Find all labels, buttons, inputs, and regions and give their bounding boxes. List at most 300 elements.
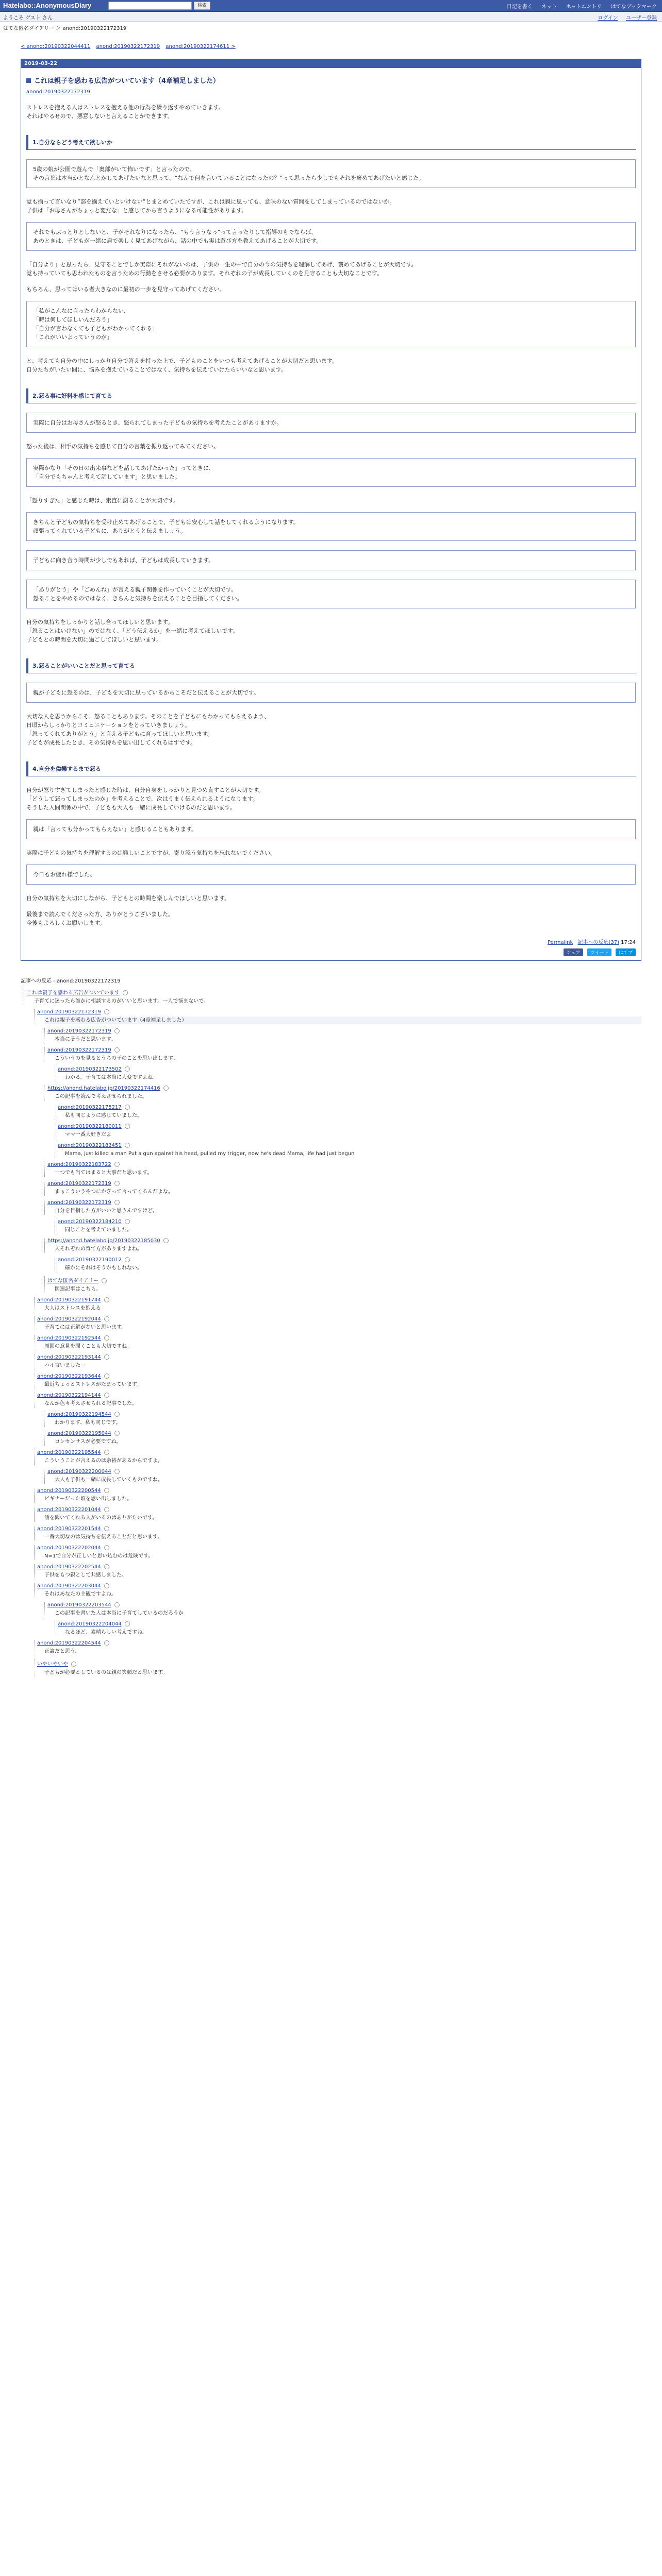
comment-id-link[interactable]: anond:20190322200544 [37, 1488, 101, 1494]
comment-item [47, 1086, 641, 1100]
quote-box [26, 683, 636, 703]
comment-id-link[interactable]: anond:20190322202544 [37, 1564, 101, 1570]
bookmark-icon[interactable] [114, 1181, 120, 1186]
comment-meta [37, 1583, 641, 1589]
comment-item [58, 1143, 641, 1158]
comment-id-link[interactable]: anond:20190322203044 [37, 1583, 101, 1589]
tree-line [34, 1450, 35, 1465]
comment-text: これは親子を惑わる広告がついています（4章補足しました） [44, 1016, 641, 1024]
comment-item [47, 1162, 641, 1177]
body-paragraph [26, 357, 636, 374]
comment-id-link[interactable]: anond:20190322194544 [47, 1412, 111, 1417]
text-line: 子どもが成長したとき、その気持ちを思い出してくれるはずです。 [26, 739, 196, 746]
replies-link[interactable]: 記事への反応(37) [577, 940, 619, 945]
comment-id-link[interactable]: はてな匿名ダイアリー [47, 1278, 99, 1284]
top-nav-item[interactable]: ネット [541, 4, 557, 10]
text-line: 「ありがとう」や「ごめんね」が言える親子関係を作っていくことが大切です。 [33, 586, 237, 593]
text-line: 怒ることをやめるのではなく、きちんと気持ちを伝えることを目指してください。 [33, 595, 243, 602]
quote-box [26, 458, 636, 487]
comment-meta [37, 1335, 641, 1341]
comment-meta [58, 1219, 641, 1225]
text-line: 自分の気持ちを大切にしながら、子どもとの時間を楽しんでほしいと思います。 [26, 895, 230, 902]
top-nav [500, 2, 657, 10]
text-line: そうした人間関係の中で、子どもも大人も一緒に成長していけるのだと思います。 [26, 804, 236, 811]
bookmark-icon[interactable] [114, 1200, 120, 1205]
register-link[interactable]: ユーザー登録 [626, 15, 657, 21]
comment-id-link[interactable]: anond:20190322175217 [58, 1105, 122, 1110]
bookmark-icon[interactable] [114, 1047, 120, 1053]
quote-box [26, 819, 636, 839]
body-paragraph [26, 197, 636, 215]
comment-id-link[interactable]: https://anond.hatelabo.jp/20190322185030 [47, 1238, 160, 1244]
text-line: 日頃からしっかりとコミュニケーションをとっていきましょう。 [26, 722, 191, 728]
comment-meta [47, 1602, 641, 1608]
comment-text: 大人も子供も一緒に成長していくものですね。 [55, 1477, 163, 1483]
comment-meta [37, 1640, 641, 1646]
comment-text: こういうことが言えるのは余裕があるからですよ。 [44, 1458, 163, 1464]
intro-line: ストレスを抱える人はストレスを抱える他の行為を繰り返すやめていきます。 [26, 104, 224, 111]
body-paragraph [26, 910, 636, 927]
comment-text: 周囲の意見を聞くことも大切ですね。 [44, 1344, 132, 1349]
comment-meta [58, 1105, 641, 1110]
comment-text: わかる。子育ては本当に大変ですよね。 [65, 1075, 158, 1080]
comment-id-link[interactable]: いやいやいや [37, 1662, 68, 1667]
body-paragraph [26, 712, 636, 747]
body-paragraph [26, 442, 636, 451]
comment-text: まぁこういうやつにかぎって言ってくるんだよな。 [55, 1189, 173, 1195]
breadcrumb: はてな匿名ダイアリー ＞ anond:20190322172319 [3, 26, 127, 31]
comment-meta [47, 1238, 641, 1244]
bookmark-icon[interactable] [114, 1028, 120, 1033]
bookmark-icon[interactable] [125, 1124, 130, 1129]
comment-text: 自分を目指した方がいいと思うんですけど。 [55, 1208, 158, 1214]
bookmark-icon[interactable] [114, 1431, 120, 1436]
comment-meta [47, 1162, 641, 1167]
comment-item [47, 1238, 641, 1253]
comment-id-link[interactable]: anond:20190322172319 [37, 1009, 101, 1015]
quote-box [26, 159, 636, 188]
tree-line [44, 1238, 45, 1253]
comment-item [37, 1488, 641, 1503]
comment-item [47, 1181, 641, 1196]
text-line: 親が子どもに怒るのは、子どもを大切に思っているからこそだと伝えることが大切です。 [33, 689, 260, 696]
quote-box [26, 550, 636, 570]
comment-item [58, 1257, 641, 1272]
comment-text: 正論だと思う。 [44, 1649, 80, 1654]
search-button[interactable]: 検索 [194, 2, 210, 10]
comment-id-link[interactable]: anond:20190322183722 [47, 1162, 111, 1167]
comment-item [47, 1412, 641, 1427]
bookmark-icon[interactable] [125, 1105, 130, 1110]
text-line: 「怒ってくれてありがとう」と言える子どもに育ってほしいと思います。 [26, 731, 213, 737]
comment-id-link[interactable]: anond:20190322195544 [37, 1450, 101, 1455]
tree-line [34, 1335, 35, 1350]
comment-text: コンセンサスが必要ですね。 [55, 1439, 122, 1445]
comment-text: この記事を書いた人は本当に子育てしているのだろうか [55, 1611, 184, 1616]
comment-text: Mama, just killed a man Put a gun against his head, pulled my trigger, now he's dead Mama, life had just begun [65, 1151, 355, 1157]
comment-meta [37, 1564, 641, 1570]
tree-line [44, 1412, 45, 1427]
text-line: もちろん、思ってはいる者大きなのに最初の一歩を見守ってあげてください。 [26, 286, 225, 293]
comment-id-link[interactable]: https://anond.hatelabo.jp/20190322174416 [47, 1086, 160, 1091]
comment-meta [37, 1488, 641, 1494]
text-line: 覚も持っていても思われたものを言うための行動をさせる必要があります。それぞれの子が成長していくのを見守ることも大切なことです。 [26, 270, 383, 277]
tree-line [44, 1431, 45, 1446]
comment-item [37, 1507, 641, 1522]
tree-line [44, 1469, 45, 1484]
comment-id-link[interactable]: anond:20190322193144 [37, 1354, 101, 1360]
section-heading: 2.怒る事に好料を感じて育てる [26, 388, 636, 403]
bookmark-icon[interactable] [104, 1640, 109, 1646]
text-line: 自分の気持ちをしっかりと話し合ってほしいと思います。 [26, 619, 174, 625]
comment-id-link[interactable]: anond:20190322195044 [47, 1431, 111, 1436]
bookmark-icon[interactable] [125, 1621, 130, 1626]
text-line: 自分たちがいたい間に、悩みを抱えていることではなく、気持ちを伝えていけたらいいなと思います。 [26, 366, 287, 373]
bookmark-icon[interactable] [104, 1009, 109, 1014]
tweet-button[interactable]: ツイート [587, 948, 612, 956]
bookmark-icon[interactable] [102, 1278, 107, 1283]
tree-line [34, 1009, 35, 1024]
body-paragraph [26, 260, 636, 278]
comment-id-link[interactable]: anond:20190322202044 [37, 1545, 101, 1551]
facebook-share-button[interactable]: シェア [564, 948, 584, 956]
tree-line [44, 1602, 45, 1617]
comment-meta [47, 1276, 641, 1284]
comment-meta [37, 1507, 641, 1513]
text-line: 子どもとの時間を大切に過ごしてほしいと思います。 [26, 636, 162, 643]
comment-meta [58, 1066, 641, 1072]
text-line: 子どもに向き合う時間が少しでもあれば、子どもは成長していきます。 [33, 557, 214, 564]
entry-title [26, 75, 636, 85]
top-nav-item[interactable]: はてなブックマーク [610, 4, 657, 10]
comment-meta [37, 1526, 641, 1532]
comment-id-link[interactable]: anond:20190322183451 [58, 1143, 122, 1148]
bookmark-icon[interactable] [114, 1162, 120, 1167]
comment-item [37, 1640, 641, 1655]
entry-time: 17:24 [621, 940, 636, 945]
text-line: 「時は何してほしいんだろう」 [33, 316, 112, 323]
text-line: 「自分でもちゃんと考えて話しています」と思いました。 [33, 473, 180, 480]
comment-text: 確かにそれはそうかもしれない。 [65, 1265, 142, 1271]
comment-meta [37, 1316, 641, 1322]
tree-line [34, 1526, 35, 1541]
text-line: 親は「言っても分かってもらえない」と感じることもあります。 [33, 826, 197, 833]
body-paragraph [26, 285, 636, 294]
comment-item [47, 1028, 641, 1043]
comment-id-link[interactable]: anond:20190322192544 [37, 1335, 101, 1341]
comment-meta [37, 1354, 641, 1360]
comment-item [37, 1583, 641, 1598]
sub-bar [0, 12, 662, 22]
comment-meta [47, 1431, 641, 1436]
body-paragraph [26, 849, 636, 857]
main-entry [21, 59, 641, 961]
hatena-bookmark-button[interactable]: はてブ [616, 948, 636, 956]
comment-meta [47, 1181, 641, 1187]
comment-meta [37, 1450, 641, 1455]
text-line: 「怒ることはいけない」のではなく、「どう伝えるか」を一緒に考えてほしいです。 [26, 628, 239, 634]
comment-item [47, 1469, 641, 1484]
comment-text: 一番大切なのは気持ちを伝えることだと思います。 [44, 1534, 163, 1540]
comment-id-link[interactable]: anond:20190322201544 [37, 1526, 101, 1532]
comment-text: ママ一番大好きだよ [65, 1132, 111, 1138]
bookmark-icon[interactable] [104, 1335, 109, 1341]
bookmark-icon[interactable] [104, 1374, 109, 1379]
bookmark-icon[interactable] [104, 1316, 109, 1321]
text-line: きちんと子どもの気持ちを受け止めてあげることで、子どもは安心して話をしてくれるようになります。 [33, 519, 299, 526]
bookmark-icon[interactable] [123, 990, 128, 995]
bookmark-icon[interactable] [104, 1545, 109, 1550]
comment-meta [37, 1374, 641, 1379]
comment-item [37, 1450, 641, 1465]
entry-sections [26, 135, 636, 927]
tree-line [44, 1162, 45, 1177]
comment-text: 私も同じように感じていました。 [65, 1113, 142, 1118]
bookmark-icon[interactable] [104, 1450, 109, 1455]
comment-id-link[interactable]: anond:20190322204544 [37, 1640, 101, 1646]
text-line: 自分が怒りすぎてしまったと感じた時は、自分自身をしっかりと見つめ直すことが大切です。 [26, 787, 264, 793]
comment-meta [47, 1200, 641, 1206]
text-line: と、考えても自分の中にしっかり自分で答えを持った上で、子どものことをいつも考えてあげることが大切だと思います。 [26, 358, 338, 364]
text-line: 実際に子どもの気持ちを理解するのは難しいことですが、寄り添う気持ちを忘れないでください。 [26, 850, 276, 856]
entry-id-link[interactable]: anond:20190322172319 [26, 89, 90, 95]
bookmark-icon[interactable] [104, 1488, 109, 1493]
quote-box [26, 580, 636, 608]
comment-meta [37, 1009, 641, 1015]
tree-line [34, 1640, 35, 1655]
intro-paragraph [26, 103, 636, 121]
tree-line [34, 1659, 35, 1676]
body-paragraph [26, 786, 636, 812]
replies-heading: 記事への反応 - anond:20190322172319 [21, 978, 121, 984]
comment-id-link[interactable]: anond:20190322172319 [47, 1028, 111, 1034]
comment-text: 大人はストレスを抱える [44, 1306, 101, 1311]
bookmark-icon[interactable] [163, 1086, 169, 1091]
text-line: 子供は「お母さんがちょっと変だな」と感じてから言うようになる可能性があります。 [26, 207, 247, 214]
comment-text: 一つでも当てはまると大事だと思います。 [55, 1170, 153, 1176]
section-heading: 4.自分を偉樂するまで怒る [26, 761, 636, 776]
bookmark-icon[interactable] [114, 1469, 120, 1474]
top-nav-item[interactable]: 日記を書く [506, 4, 533, 10]
permalink[interactable]: Permalink [547, 940, 573, 945]
quote-box [26, 301, 636, 347]
comment-text: 人それぞれの育て方がありますよね。 [55, 1246, 142, 1252]
comment-id-link[interactable]: anond:20190322172319 [47, 1047, 111, 1053]
comment-text: ハイ言いましたー [44, 1363, 86, 1368]
comment-text: N=1で自分が正しいと思い込むのは危険です。 [44, 1553, 154, 1559]
bookmark-icon[interactable] [125, 1143, 130, 1148]
bookmark-icon[interactable] [104, 1564, 109, 1569]
bookmark-icon[interactable] [104, 1297, 109, 1302]
prev-link[interactable]: < anond:20190322044411 [21, 44, 91, 49]
comment-id-link[interactable]: anond:20190322172319 [47, 1200, 111, 1206]
text-line: 「私がこんなに言ったらわからない、 [33, 308, 129, 314]
comment-text: 最近ちょっとストレスがたまっています。 [44, 1382, 142, 1387]
comment-id-link[interactable]: anond:20190322190012 [58, 1257, 122, 1263]
comment-text: 子育てには正解がないと思います。 [44, 1325, 127, 1330]
bookmark-icon[interactable] [104, 1507, 109, 1512]
comment-text: 子供をもつ親として共感しました。 [44, 1572, 127, 1578]
text-line: 大切な人を思うからこそ、怒ることもあります。そのことを子どもにもわかってもらえるよう、 [26, 713, 270, 720]
text-line: 実際かなり「その日の出来事などを話してあげたかった」ってときに、 [33, 465, 214, 471]
site-logo[interactable]: Hatelabo::AnonymousDiary [3, 2, 92, 9]
tree-line [44, 1047, 45, 1062]
comment-text: こういうのを見るとうちの子のことを思い出します。 [55, 1056, 178, 1061]
quote-box [26, 222, 636, 251]
tree-line [44, 1276, 45, 1293]
comment-id-link[interactable]: anond:20190322192044 [37, 1316, 101, 1322]
body-paragraph [26, 496, 636, 505]
text-line: 今日もお疲れ様でした。 [33, 871, 95, 878]
comment-item [37, 1393, 641, 1408]
top-nav-item[interactable]: ホットエントリ [566, 4, 602, 10]
comment-item [58, 1219, 641, 1234]
comment-id-link[interactable]: anond:20190322191744 [37, 1297, 101, 1303]
comment-id-link[interactable]: anond:20190322203544 [47, 1602, 111, 1608]
comment-text: 本当にそうだと思います。 [55, 1037, 117, 1042]
comment-id-link[interactable]: anond:20190322201044 [37, 1507, 101, 1513]
text-line: 「これがいいよっていうのが」 [33, 334, 112, 341]
comment-meta [47, 1028, 641, 1034]
entry-title-text[interactable]: これは親子を惑わる広告がついています（4章補足しました） [34, 77, 220, 85]
comment-id-link[interactable]: anond:20190322200044 [47, 1469, 111, 1475]
tree-line [34, 1297, 35, 1312]
bookmark-icon[interactable] [163, 1238, 169, 1243]
bookmark-icon[interactable] [71, 1662, 76, 1667]
text-line: 頑張ってくれている子どもに、ありがとうと伝えましょう。 [33, 528, 186, 534]
search-input[interactable] [108, 2, 192, 10]
comment-id-link[interactable]: anond:20190322172319 [47, 1181, 111, 1187]
welcome-text: ようこそ ゲスト さん [3, 15, 53, 21]
quote-box [26, 413, 636, 433]
tree-line [34, 1507, 35, 1522]
comment-item [58, 1066, 641, 1081]
body-paragraph [26, 618, 636, 644]
comment-meta [37, 1297, 641, 1303]
text-line: あのときは、子どもが一緒に肩で楽しく見てあげながら、話の中でも実は遊び方を教えてあげることが大切です。 [33, 238, 322, 244]
intro-line: それはやるせので、悪意しないと言えることができます。 [26, 113, 173, 120]
comment-meta [37, 1545, 641, 1551]
comment-id-link[interactable]: anond:20190322180011 [58, 1124, 122, 1129]
comment-meta [47, 1086, 641, 1091]
comment-item [37, 1526, 641, 1541]
entry-footer [26, 938, 636, 945]
text-line: 「自分が言わなくても子どもがわかってくれる」 [33, 325, 158, 332]
comment-item [37, 1335, 641, 1350]
comment-item [37, 1545, 641, 1560]
comment-text: 子育てに迷ったら誰かに相談するのがいいと思います。一人で悩まないで。 [34, 998, 209, 1004]
comment-text: なるほど、素晴らしい考えですね。 [65, 1630, 147, 1635]
comment-item [37, 1374, 641, 1388]
next-link[interactable]: anond:20190322174611 > [166, 44, 236, 49]
bookmark-icon[interactable] [125, 1257, 130, 1262]
body-paragraph [26, 894, 636, 903]
comment-tree [21, 988, 641, 1676]
text-line: 最後まで読んでくださった方、ありがとうございました。 [26, 911, 174, 918]
comment-id-link[interactable]: anond:20190322194144 [37, 1393, 101, 1398]
text-line: 「自分より」と思ったら、見守ることでしか実際にそれがないのは、子供の一生の中で自分の今の気持ちを理解してあげ、褒めてあげることが大切です。 [26, 261, 417, 268]
title-square-icon [26, 78, 31, 83]
comment-text: この記事を読んで考えさせられました。 [55, 1094, 147, 1099]
text-line: 「怒りすぎた」と感じた時は、素直に謝ることが大切です。 [26, 497, 179, 504]
comment-text: なんか色々考えさせられる記事でした。 [44, 1401, 137, 1406]
comment-item [37, 1316, 641, 1331]
comment-id-link[interactable]: anond:20190322173502 [58, 1066, 122, 1072]
comment-meta [58, 1143, 641, 1148]
bookmark-icon[interactable] [104, 1393, 109, 1398]
text-line: 「どうして怒ってしまったのか」を考えることで、次はうまく伝えられるようになります。 [26, 795, 258, 802]
comment-id-link[interactable]: anond:20190322193644 [37, 1374, 101, 1379]
comment-meta [58, 1621, 641, 1627]
tree-line [44, 1028, 45, 1043]
comment-item [27, 988, 641, 1005]
tree-line [44, 1200, 45, 1215]
comment-text: それはあなたの主観ですよね。 [44, 1591, 117, 1597]
text-line: 怒った後は、相手の気持ちを感じて自分の言葉を振り返ってみてください。 [26, 443, 219, 450]
bookmark-icon[interactable] [125, 1066, 130, 1072]
bookmark-icon[interactable] [125, 1219, 130, 1224]
comment-text: わかります、私も同じです。 [55, 1420, 121, 1426]
text-line: 実際に自分はお母さんが怒るとき、怒られてしまった子どもの気持ちを考えたことがありますか。 [33, 419, 283, 426]
comment-meta [37, 1393, 641, 1398]
comment-meta [47, 1412, 641, 1417]
comment-meta [47, 1469, 641, 1475]
comment-item [58, 1124, 641, 1139]
comment-item [58, 1621, 641, 1636]
comment-text: 子どもが必要としているのは親の笑顔だと思います。 [44, 1670, 168, 1675]
tree-line [34, 1316, 35, 1331]
tree-line [44, 1181, 45, 1196]
comment-text: ビギナーだった頃を思い出しました。 [44, 1496, 132, 1502]
comment-item [47, 1200, 641, 1215]
entry-date: 2019-03-22 [21, 59, 641, 68]
text-line: 覚も揃って言いなり”部を揃えていといけない”とまとめていたですが、これは親に思っても、意味のない質問をしてしまっているのではないか。 [26, 198, 395, 205]
top-link[interactable]: anond:20190322172319 [96, 44, 160, 49]
comment-text: 同じことを考えていました。 [65, 1227, 132, 1233]
comment-item [37, 1009, 641, 1024]
tree-line [34, 1354, 35, 1369]
tree-line [34, 1583, 35, 1598]
comment-item [58, 1105, 641, 1120]
quote-box [26, 865, 636, 885]
comment-id-link[interactable]: anond:20190322184210 [58, 1219, 122, 1225]
bookmark-icon[interactable] [114, 1412, 120, 1417]
comment-meta [47, 1047, 641, 1053]
login-link[interactable]: ログイン [598, 15, 618, 21]
top-bar [0, 0, 662, 12]
bookmark-icon[interactable] [104, 1583, 109, 1588]
comment-item [37, 1659, 641, 1676]
comment-meta [37, 1659, 641, 1667]
comment-meta [58, 1257, 641, 1263]
comment-text: 話を聞いてくれる人がいるのはありがたいです。 [44, 1515, 158, 1521]
bookmark-icon[interactable] [104, 1526, 109, 1531]
tree-line [34, 1488, 35, 1503]
comment-id-link[interactable]: これは親子を惑わる広告がついています [27, 990, 120, 996]
section-heading: 3.怒ることがいいことだと思って育てる [26, 658, 636, 673]
section-heading: 1.自分ならどう考えて欲しいか [26, 135, 636, 150]
tree-line [44, 1086, 45, 1100]
share-buttons [26, 948, 636, 956]
text-line: その言葉は本当かとなんとかしてあげたいなと思って、“なんで何を言いていることになったの？”って思ったら少しでもそれを褒めてあげたいと感じた。 [33, 175, 425, 181]
pager [21, 44, 662, 49]
tree-line [34, 1564, 35, 1579]
comment-id-link[interactable]: anond:20190322204044 [58, 1621, 122, 1627]
bookmark-icon[interactable] [114, 1602, 120, 1607]
comment-meta [58, 1124, 641, 1129]
comment-item [47, 1276, 641, 1293]
bookmark-icon[interactable] [104, 1354, 109, 1360]
